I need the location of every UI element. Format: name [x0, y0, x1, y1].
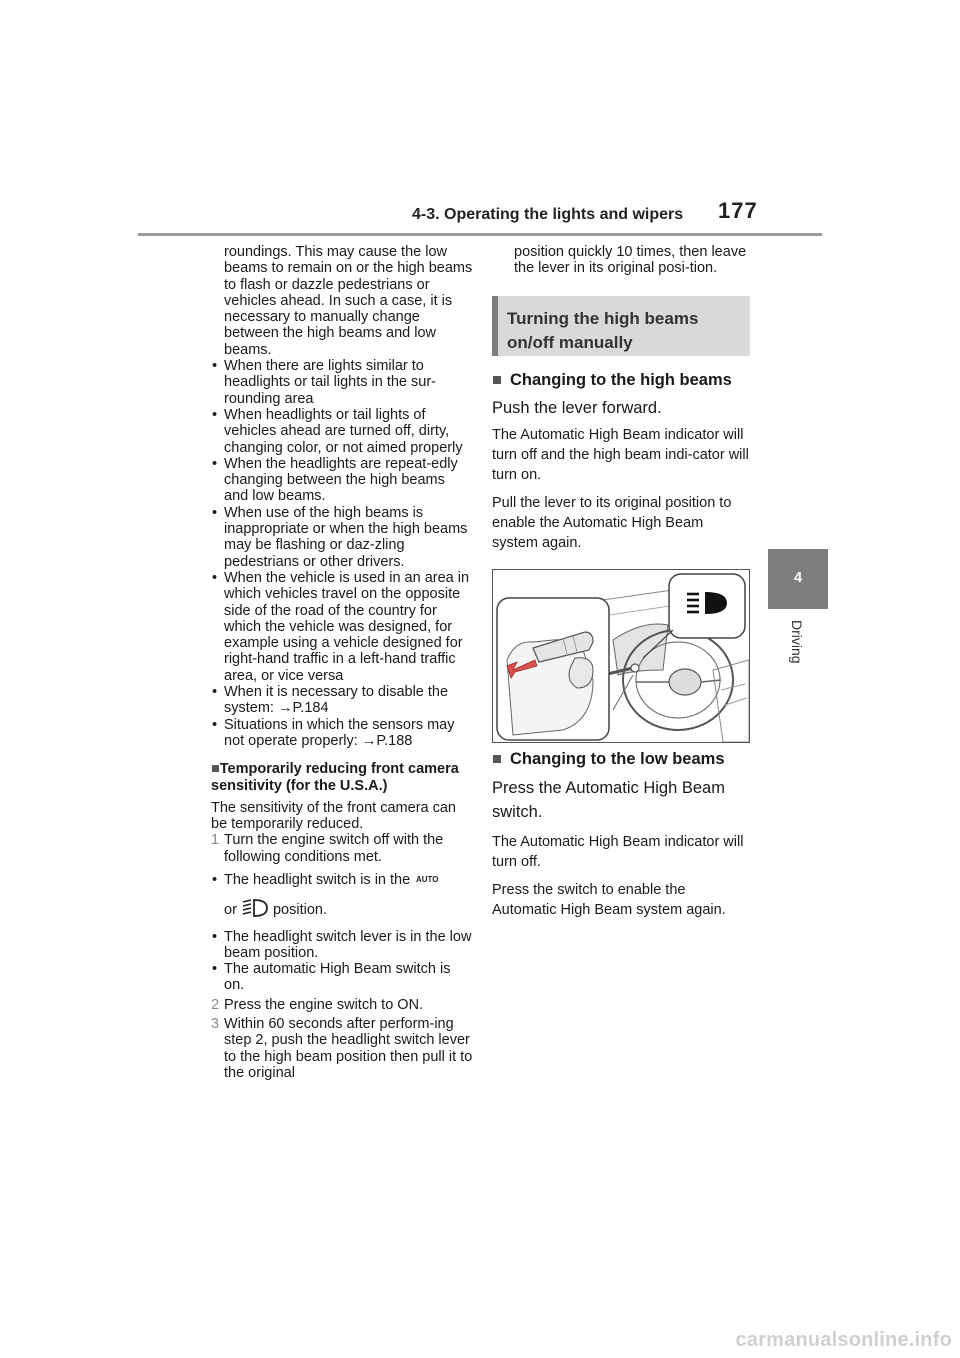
page-ref-arrow-icon: → — [361, 732, 377, 749]
list-item-disable-system: • When it is necessary to disable the system: →P.184 — [212, 684, 449, 717]
watermark: carmanualsonline.info — [735, 1329, 952, 1351]
high-beams-note-2: Pull the lever to its original position to enable the Automatic High Beam system again. — [492, 494, 732, 551]
sensitivity-text: The sensitivity of the front camera can be temporarily reduced. — [211, 799, 456, 833]
low-beams-subheading: ■ Changing to the low beams — [492, 749, 725, 768]
step-continuation: position quickly 10 times, then leave the lever in its original posi-tion. — [514, 244, 747, 277]
step-item: 2 Press the engine switch to ON. — [211, 996, 424, 1013]
square-bullet-icon: ■ — [492, 370, 502, 389]
list-item: • When use of the high beams is inappropriate or when the high beams may be flashing or daz-zling pedestrians or other drivers. — [212, 504, 468, 570]
list-item: • When there are lights similar to headlights or tail lights in the sur-rounding area — [212, 358, 436, 407]
chapter-section-title: 4-3. Operating the lights and wipers — [412, 206, 684, 223]
right-column — [492, 244, 750, 920]
square-bullet-icon: ■ — [211, 761, 220, 778]
high-beams-instruction: Push the lever forward. — [492, 398, 662, 417]
page-ref-link[interactable]: P.188 — [376, 732, 413, 749]
low-beam-headlight-icon — [241, 898, 269, 922]
chapter-tab[interactable] — [768, 549, 828, 609]
chapter-tab-number: 4 — [793, 569, 803, 586]
svg-text:AUTO: AUTO — [416, 875, 439, 884]
list-item: • When the vehicle is used in an area in which vehicles travel on the opposite side of the road of the country for which the vehicle was designed, for example using a vehicle designed for right-hand traffic in a left-hand traffic area, or vice versa — [212, 569, 470, 684]
lever-illustration — [492, 569, 750, 743]
list-item-sensor-situations: • Situations in which the sensors may not operate properly: →P.188 — [212, 716, 455, 749]
page-ref-link[interactable]: P.184 — [292, 700, 329, 717]
high-beams-subheading: ■ Changing to the high beams — [492, 370, 732, 389]
low-beams-note-2: Press the switch to enable the Automatic High Beam system again. — [492, 881, 726, 918]
condition-headlight-switch: • The headlight switch is in the AUTO or position. — [211, 872, 473, 923]
chapter-label: Driving — [789, 620, 805, 664]
left-column — [211, 244, 473, 1081]
page-number: 177 — [718, 198, 758, 223]
header-divider — [138, 233, 822, 236]
step-item: 1 Turn the engine switch off with the following conditions met. — [211, 832, 444, 865]
low-beams-note-1: The Automatic High Beam indicator will turn off. — [492, 833, 744, 870]
subsection-heading: ■Temporarily reducing front camera sensitivity (for the U.S.A.) — [211, 761, 459, 794]
list-item: • The automatic High Beam switch is on. — [212, 961, 451, 994]
intro-continuation: roundings. This may cause the low beams to remain on or the high beams to flash or dazzle pedestrians or vehicles ahead. In such a case, it is necessary to manually change between the high beams and low beams. — [224, 244, 473, 358]
page-ref-arrow-icon: → — [277, 700, 293, 717]
auto-headlight-icon — [414, 872, 438, 888]
section-heading-box: Turning the high beams on/off manually — [492, 296, 750, 356]
list-item: • The headlight switch lever is in the low beam position. — [212, 928, 472, 961]
list-item: • When the headlights are repeat-edly changing between the high beams and low beams. — [212, 455, 458, 505]
square-bullet-icon: ■ — [492, 749, 502, 768]
step-item: 3 Within 60 seconds after perform-ing step 2, push the headlight switch lever to the high beam position then pull it to the original — [211, 1016, 473, 1081]
high-beams-note-1: The Automatic High Beam indicator will turn off and the high beam indi-cator will turn on. — [492, 426, 749, 483]
low-beams-instruction: Press the Automatic High Beam switch. — [492, 778, 725, 821]
list-item: • When headlights or tail lights of vehicles ahead are turned off, dirty, changing color, or not aimed properly — [212, 406, 463, 456]
steering-lever-diagram — [493, 570, 749, 742]
